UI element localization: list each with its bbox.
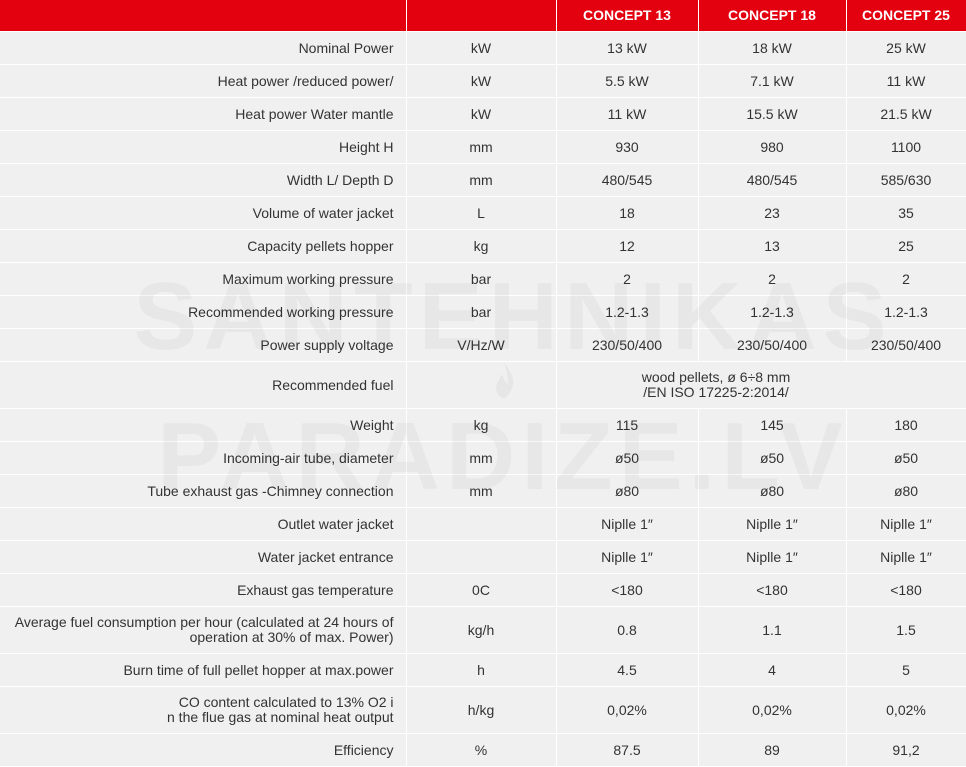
row-value: 230/50/400 (698, 329, 846, 362)
row-value: <180 (556, 574, 698, 607)
row-label: Volume of water jacket (0, 197, 406, 230)
table-row-efficiency (0, 734, 966, 767)
row-value: 930 (556, 131, 698, 164)
header-model-concept-25: CONCEPT 25 (846, 0, 966, 32)
row-label: Weight (0, 409, 406, 442)
row-value: 1100 (846, 131, 966, 164)
row-value: 91,2 (846, 734, 966, 767)
row-label: Outlet water jacket (0, 508, 406, 541)
row-unit: mm (406, 442, 556, 475)
table-row (0, 164, 966, 197)
row-value: 480/545 (556, 164, 698, 197)
header-model-concept-13: CONCEPT 13 (556, 0, 698, 32)
row-label-line-1: Average fuel consumption per hour (calculated at 24 hours of (14, 614, 394, 630)
row-unit: mm (406, 164, 556, 197)
row-label: Width L/ Depth D (0, 164, 406, 197)
row-unit: mm (406, 475, 556, 508)
row-unit: h/kg (406, 687, 556, 734)
table-row (0, 263, 966, 296)
row-value: 0.8 (556, 607, 698, 654)
row-unit (406, 508, 556, 541)
table-row (0, 230, 966, 263)
table-row-co-content (0, 687, 966, 734)
row-value: 0,02% (698, 687, 846, 734)
row-label: Incoming-air tube, diameter (0, 442, 406, 475)
row-unit: kW (406, 65, 556, 98)
table-row (0, 329, 966, 362)
row-label: Nominal Power (0, 32, 406, 65)
table-row (0, 65, 966, 98)
row-value: 2 (556, 263, 698, 296)
table-row (0, 296, 966, 329)
row-label (0, 687, 406, 734)
row-value: ø80 (698, 475, 846, 508)
header-model-concept-18: CONCEPT 18 (698, 0, 846, 32)
row-value: 980 (698, 131, 846, 164)
row-value: Niplle 1″ (698, 508, 846, 541)
row-value: ø50 (698, 442, 846, 475)
row-value: 18 kW (698, 32, 846, 65)
row-unit: kg (406, 230, 556, 263)
row-label (0, 607, 406, 654)
row-label-line-1: CO content calculated to 13% O2 i (178, 694, 394, 710)
row-label-line-2: operation at 30% of max. Power) (189, 629, 394, 645)
row-value: 2 (846, 263, 966, 296)
row-value: 5.5 kW (556, 65, 698, 98)
row-value: ø50 (556, 442, 698, 475)
row-value: 115 (556, 409, 698, 442)
row-unit: kg (406, 409, 556, 442)
row-value: 145 (698, 409, 846, 442)
row-value: 7.1 kW (698, 65, 846, 98)
fuel-line-1: wood pellets, ø 6÷8 mm (641, 369, 791, 385)
row-value: ø80 (556, 475, 698, 508)
row-unit: 0C (406, 574, 556, 607)
row-label: Height H (0, 131, 406, 164)
row-unit: h (406, 654, 556, 687)
fuel-value-merged (556, 362, 966, 409)
row-value: 2 (698, 263, 846, 296)
row-value: Niplle 1″ (698, 541, 846, 574)
table-row (0, 475, 966, 508)
row-unit (406, 541, 556, 574)
row-value: 1.5 (846, 607, 966, 654)
row-value: 12 (556, 230, 698, 263)
row-unit: bar (406, 296, 556, 329)
table-row (0, 574, 966, 607)
row-unit: V/Hz/W (406, 329, 556, 362)
row-value: ø80 (846, 475, 966, 508)
header-unit-cell (406, 0, 556, 32)
row-value: 13 kW (556, 32, 698, 65)
row-unit: L (406, 197, 556, 230)
table-row-recommended-fuel (0, 362, 966, 409)
row-value: <180 (698, 574, 846, 607)
row-value: 21.5 kW (846, 98, 966, 131)
row-label: Heat power Water mantle (0, 98, 406, 131)
row-value: 11 kW (556, 98, 698, 131)
fuel-line-2: /EN ISO 17225-2:2014/ (643, 384, 789, 400)
row-value: 23 (698, 197, 846, 230)
row-label: Burn time of full pellet hopper at max.power (0, 654, 406, 687)
row-label: Efficiency (0, 734, 406, 767)
row-unit: kW (406, 98, 556, 131)
row-unit: % (406, 734, 556, 767)
row-label: Tube exhaust gas -Chimney connection (0, 475, 406, 508)
row-value: Niplle 1″ (846, 508, 966, 541)
row-value: Niplle 1″ (556, 541, 698, 574)
row-value: 1.2-1.3 (846, 296, 966, 329)
table-row-fuel-consumption (0, 607, 966, 654)
row-unit (406, 362, 556, 409)
header-blank-cell (0, 0, 406, 32)
table-row (0, 131, 966, 164)
table-row (0, 32, 966, 65)
row-value: 25 (846, 230, 966, 263)
table-header-row (0, 0, 966, 32)
table-row (0, 442, 966, 475)
row-label: Maximum working pressure (0, 263, 406, 296)
row-value: 15.5 kW (698, 98, 846, 131)
row-unit: mm (406, 131, 556, 164)
row-unit: bar (406, 263, 556, 296)
row-value: 1.2-1.3 (698, 296, 846, 329)
row-value: 180 (846, 409, 966, 442)
row-value: 1.1 (698, 607, 846, 654)
row-value: 5 (846, 654, 966, 687)
row-value: 11 kW (846, 65, 966, 98)
row-unit: kW (406, 32, 556, 65)
row-value: 4.5 (556, 654, 698, 687)
row-value: 0,02% (556, 687, 698, 734)
row-label: Heat power /reduced power/ (0, 65, 406, 98)
row-value: 18 (556, 197, 698, 230)
row-label: Recommended working pressure (0, 296, 406, 329)
row-value: 13 (698, 230, 846, 263)
row-value: 480/545 (698, 164, 846, 197)
row-value: 585/630 (846, 164, 966, 197)
row-value: 35 (846, 197, 966, 230)
row-value: 25 kW (846, 32, 966, 65)
table-row (0, 508, 966, 541)
row-value: 230/50/400 (846, 329, 966, 362)
row-label: Exhaust gas temperature (0, 574, 406, 607)
row-value: 4 (698, 654, 846, 687)
row-label-line-2: n the flue gas at nominal heat output (167, 709, 394, 725)
table-row (0, 541, 966, 574)
row-value: Niplle 1″ (556, 508, 698, 541)
row-label: Power supply voltage (0, 329, 406, 362)
row-value: 89 (698, 734, 846, 767)
row-value: ø50 (846, 442, 966, 475)
row-value: 0,02% (846, 687, 966, 734)
row-value: <180 (846, 574, 966, 607)
table-row (0, 98, 966, 131)
row-label: Capacity pellets hopper (0, 230, 406, 263)
row-value: 1.2-1.3 (556, 296, 698, 329)
row-value: 230/50/400 (556, 329, 698, 362)
table-row-burn-time (0, 654, 966, 687)
row-value: 87.5 (556, 734, 698, 767)
row-label: Water jacket entrance (0, 541, 406, 574)
row-value: Niplle 1″ (846, 541, 966, 574)
table-row (0, 409, 966, 442)
table-row (0, 197, 966, 230)
row-unit: kg/h (406, 607, 556, 654)
row-label: Recommended fuel (0, 362, 406, 409)
